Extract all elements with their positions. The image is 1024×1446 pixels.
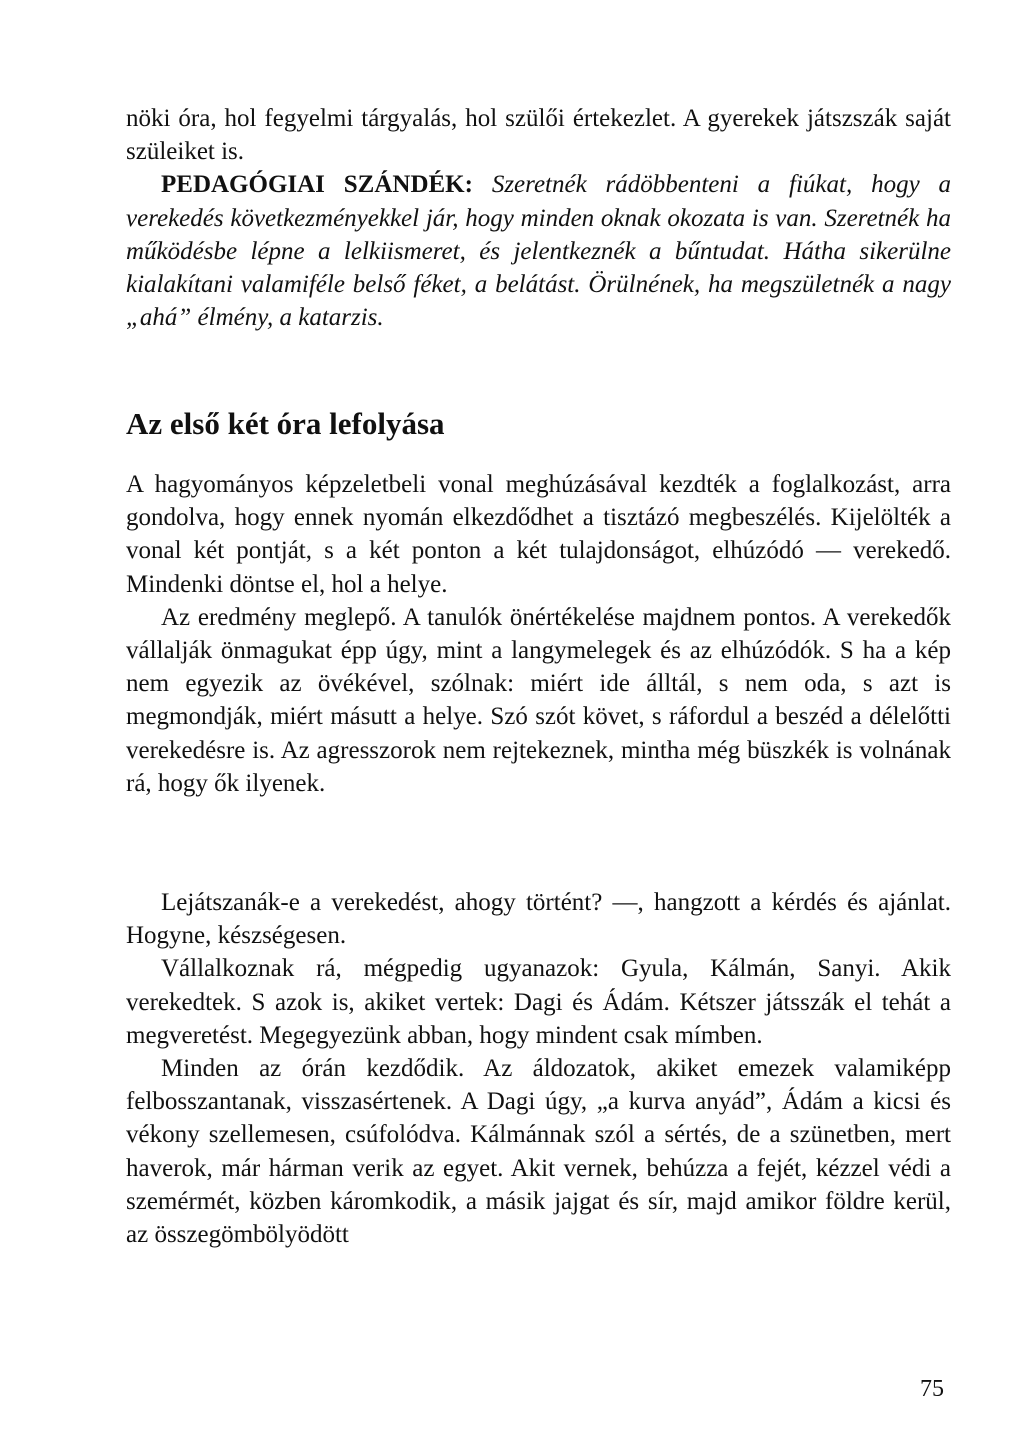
section-body — [126, 468, 951, 800]
pedagogical-intent-paragraph — [126, 168, 951, 334]
section-heading: Az első két óra lefolyása — [126, 406, 445, 441]
body-paragraph: Lejátszanák-e a verekedést, ahogy történt? —, hangzott a kérdés és ajánlat. Hogyne, készségesen. — [126, 889, 951, 950]
page-number: 75 — [920, 1376, 944, 1402]
pedagogical-intent-label: PEDAGÓGIAI SZÁNDÉK: — [161, 171, 473, 199]
section-body-continued — [126, 886, 951, 1251]
intro-continued-paragraph: nöki óra, hol fegyelmi tárgyalás, hol szülői értekezlet. A gyerekek játszszák saját szüleiket is. — [126, 105, 951, 166]
pedagogical-intent-text: Szeretnék rádöbbenteni a fiúkat, hogy a verekedés következményekkel jár, hogy minden oknak okozata is van. Szeretnék ha működésbe lépne a lelkiismeret, és jelentkeznék a bűntudat. Hátha sikerülne kialakítani valamiféle belső féket, a belátást. Örülnének, ha megszületnék a nagy „ahá” élmény, a katarzis. — [126, 171, 952, 332]
body-paragraph: Vállalkoznak rá, mégpedig ugyanazok: Gyula, Kálmán, Sanyi. Akik verekedtek. S azok is, akiket vertek: Dagi és Ádám. Kétszer játsszák el tehát a megveretést. Megegyezünk abban, hogy mindent csak mímben. — [126, 955, 951, 1049]
body-paragraph: Az eredmény meglepő. A tanulók önértékelése majdnem pontos. A verekedők vállalják önmagukat épp úgy, mint a langymelegek és az elhúzódók. S ha a kép nem egyezik az övékével, szólnak: miért ide álltál, s nem oda, s azt is megmondják, miért másutt a helye. Szó szót követ, s ráfordul a beszéd a délelőtti verekedésre is. Az agresszorok nem rejtekeznek, mintha még büszkék is volnának rá, hogy ők ilyenek. — [126, 603, 951, 797]
body-paragraph: A hagyományos képzeletbeli vonal meghúzásával kezdték a foglalkozást, arra gondolva, hogy ennek nyomán elkezdődhet a tisztázó megbeszélés. Kijelölték a vonal két pontját, s a két ponton a két tulajdonságot, elhúzódó — verekedő. Mindenki döntse el, hol a helye. — [126, 471, 951, 598]
intro-block — [126, 102, 951, 334]
body-paragraph: Minden az órán kezdődik. Az áldozatok, akiket emezek valamiképp felbosszantanak, visszasértenek. A Dagi úgy, „a kurva anyád”, Ádám a kicsi és vékony szellemesen, csúfolódva. Kálmánnak szól a sértés, de a szünetben, mert haverok, már hárman verik az egyet. Akit vernek, behúzza a fejét, kézzel védi a szemérmét, közben káromkodik, a másik jajgat és sír, majd amikor földre kerül, az összegömbölyödött — [126, 1055, 951, 1249]
